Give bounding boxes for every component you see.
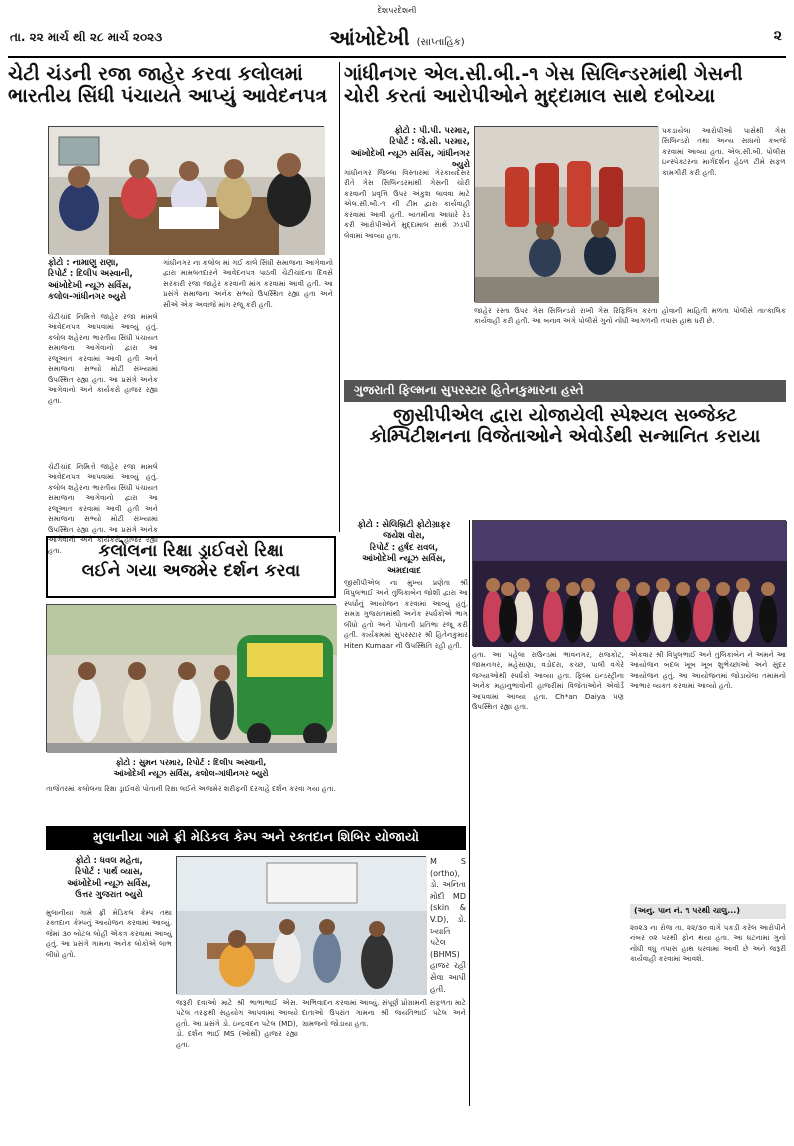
story3-body-col2: હતા. આ પહેલા રાઉન્ડમાં ભાવનગર, રાજકોટ, જામનગર, મહેસાણા, વડોદરા, કચ્છ, પાલી વગેરે જગ્યાઓથી સ્પર્ધકો આવ્યા હતા. ફિલ્મ ઇન્ડસ્ટ્રીના અનેક મહાનુભાવોની હાજરીમાં વિજેતાઓને એવોર્ડ આપવામાં આવ્યા હતા. Ch*an Daiya પણ ઉપસ્થિત રહ્યા હતા. [472, 650, 624, 712]
newspaper-title [8, 26, 786, 50]
story3-bureau: આંખોદેખી ન્યૂઝ સર્વિસ, અમદાવાદ [362, 554, 446, 576]
story5-body-col3: અભિવાદન કરવામાં આવ્યું. સંપૂર્ણ પ્રોગ્રામની સફળતા માટે દાતાઓ ઉપરાંત ગામના શ્રી જયંતિભાઈ પટેલ અને ગ્રામજનો જોડાયા હતા. [302, 998, 466, 1028]
story1-headline-line2: ભારતીય સિંધી પંચાયતે આપ્યું આવેદનપત્ર [8, 84, 328, 107]
story4-photo-credit-text: ફોટો : સુમન પરમાર, [115, 758, 184, 767]
story3-headline [344, 406, 786, 464]
story3-headline-line2: કોમ્પિટીશનના વિજેતાઓને એવોર્ડથી સન્માનિત કરાયા [369, 425, 761, 447]
story1-body-col1b: ચેટીચાંદ નિમિત્તે જાહેર રજા મામલે આવેદનપત્ર આપવામાં આવ્યું હતું. કલોલ શહેરના ભારતીય સિંધી પંચાયત સમાજના આગેવાનો દ્વારા આ રજૂઆત કરવામાં આવી હતી અને સમાજના સભ્યો મોટી સંખ્યામાં ઉપસ્થિત રહ્યા હતા. આ પ્રસંગે અનેક આગેવાનો અને કાર્યકરો હાજર રહ્યા હતા. [48, 462, 158, 555]
story4-credits [46, 758, 336, 780]
story2-body-col2: જાહેર રસ્તા ઉપર ગેસ સિલિન્ડરો રાખી ગેસ રિફિલિંગ કરતા હોવાની માહિતી મળતા પોલીસે તાત્કાલિક કાર્યવાહી કરી હતી. આ બનાવ અંગે પોલીસે ગુનો નોંધી આગળની તપાસ હાથ ધરી છે. [474, 306, 786, 326]
story5-agency: આંખોદેખી ન્યૂઝ સર્વિસ, [67, 878, 151, 889]
story3-photographer: જયેશ વોરા, [383, 531, 425, 542]
story5-credits [46, 856, 172, 902]
story2-credits [344, 126, 470, 172]
story1-bureau: કલોલ-ગાંધીનગર બ્યુરો [48, 292, 127, 303]
story5-photo-credit: ફોટો : ધવલ મહેતા, [75, 856, 143, 866]
story1-reporter: રિપોર્ટ : દિલીપ અસ્વાની, [48, 269, 133, 280]
masthead-subtitle: દેશપરદેશની [377, 6, 417, 15]
story1-agency: આંખોદેખી ન્યૂઝ સર્વિસ, [48, 280, 132, 291]
masthead [8, 4, 786, 58]
continuation-body: ૨૦૨૩ ના રોજ તા. ૨૨/૩૦ વાગે પકડી કરેલ આરોપીને નંબર ૦૨ પરથી ફોન થયા હતા. આ ઘટનામાં ગુનો નોંધી વધુ તપાસ હાથ ધરવામાં આવી છે અને જરૂરી કાર્યવાહી કરવામાં આવશે. [630, 922, 786, 964]
story3-photo-credit: ફોટો : સેલિબ્રિટી ફોટોગ્રાફર [357, 520, 451, 530]
column-rule-lower [469, 520, 470, 1106]
issue-date: તા. ૨૨ માર્ચ થી ૨૮ માર્ચ ૨૦૨૩ [10, 30, 163, 44]
story3-reporter: રિપોર્ટ : હર્ષદ રાવલ, [369, 542, 439, 553]
story5-body-col2-side: M S (ortho), ડો. અનિતા મોદી MD (skin & V.D), ડો. ખ્યાતિ પટેલ (BHMS) હાજર રહી સેવા આપી હતી. [430, 857, 466, 994]
story3-kicker-bar [344, 380, 786, 402]
story4-headline-box [46, 536, 336, 598]
story5-bureau: ઉત્તર ગુજરાત બ્યુરો [75, 890, 143, 901]
story4-reporter: રિપોર્ટ : દિલીપ અસ્વાની, [186, 758, 267, 767]
story4-headline [52, 542, 330, 581]
story2-bureau: આંખોદેખી ન્યૂઝ સર્વિસ, ગાંધીનગર બ્યુરો [350, 148, 470, 171]
story2-headline-line2: ચોરી કરતાં આરોપીઓને મુદ્દામાલ સાથે દબોચ્યા [344, 84, 715, 107]
story3-credits [344, 520, 464, 577]
column-rule [339, 62, 340, 532]
story5-reporter: રિપોર્ટ : પાર્થ વ્યાસ, [75, 867, 143, 878]
story2-headline-line1: ગાંધીનગર એલ.સી.બી.-૧ ગેસ સિલિન્ડરમાંથી ગેસની [344, 63, 743, 85]
story1-credits [48, 258, 158, 304]
page-number: ૨ [773, 28, 782, 44]
story1-headline-line1: ચેટી ચંડની રજા જાહેર કરવા કલોલમાં [8, 63, 303, 85]
story2-body-col3: પકડાયેલા આરોપીઓ પાસેથી ગેસ સિલિન્ડરો તથા અન્ય સાધનો કબજે કરવામાં આવ્યા હતા. એલ.સી.બી. પોલીસ ઇન્સ્પેક્ટરના માર્ગદર્શન હેઠળ ટીમે સફળ કામગીરી કરી હતી. [662, 126, 786, 177]
story3-photo [472, 520, 786, 646]
story1-headline [8, 64, 336, 120]
story4-body: તાજેતરમાં કલોલના રિક્ષા ડ્રાઈવરો પોતાની રિક્ષા લઈને અજમેર શરીફની દરગાહે દર્શન કરવા ગયા હતા. [46, 784, 336, 793]
continuation-header: (અનુ. પાન નં. ૧ પરથી ચાલુ...) [630, 904, 786, 919]
story1-photo [48, 126, 324, 254]
story1-body-col1: ચેટીચાંદ નિમિત્તે જાહેર રજા મામલે આવેદનપત્ર આપવામાં આવ્યું હતું. કલોલ શહેરના ભારતીય સિંધી પંચાયત સમાજના આગેવાનો દ્વારા આ રજૂઆત કરવામાં આવી હતી અને સમાજના સભ્યો મોટી સંખ્યામાં ઉપસ્થિત રહ્યા હતા. આ પ્રસંગે અનેક આગેવાનો અને કાર્યકરો હાજર રહ્યા હતા. [48, 312, 158, 405]
story4-bureau: આંખોદેખી ન્યૂઝ સર્વિસ, કલોલ-ગાંધીનગર બ્યુરો [113, 768, 269, 778]
story4-photo-credit [46, 758, 336, 769]
story5-headline-banner [46, 826, 466, 850]
story2-headline [344, 64, 786, 122]
story5-photo [176, 856, 426, 994]
story3-body-col3: એકવાર શ્રી વિપુલભાઈ અને તુલિકાબેન ને અમને આ આયોજન બદલ ખૂબ ખૂબ શુભેચ્છાઓ અને સુંદર આયોજન હતું. આ આયોજનમાં જોડાયેલા તમામનો આભાર વ્યક્ત કરવામાં આવ્યો હતો. [630, 650, 786, 691]
story1-photo-credit: ફોટો : નામાણુ રાણા, [48, 258, 119, 268]
story5-body-col1: મુલાનીયા ગામે ફ્રી મેડિકલ કેમ્પ તથા રક્તદાન કેમ્પનું આયોજન કરવામાં આવ્યું. જેમાં ૩૦ બોટલ લોહી એકત્ર કરવામાં આવ્યું હતું. આ પ્રસંગે ગામના અનેક લોકોએ લાભ લીધો હતો. [46, 908, 172, 959]
story2-body-col1: ગાંધીનગર જિલ્લા વિસ્તારમાં ગેરકાયદેસર રીતે ગેસ સિલિન્ડરમાંથી ગેસની ચોરી કરવાની પ્રવૃત્તિ ઉપર અંકુશ લાવવા માટે એલ.સી.બી.-૧ ની ટીમ દ્વારા કાર્યવાહી કરવામાં આવી હતી. બાતમીના આધારે રેડ કરી આરોપીઓને મુદ્દામાલ સાથે ઝડપી લેવામાં આવ્યા હતા. [344, 168, 470, 240]
story1-body-col2: ગાંધીનગર ના કલોલ માં ગઈ કાલે સિંધી સમાજના આગેવાનો દ્વારા મામલતદારને આવેદનપત્ર પાઠવી ચેટીચાંદના દિવસે સરકારી રજા જાહેર કરવાની માંગ કરવામાં આવી હતી. આ પ્રસંગે સમાજના અનેક સભ્યો ઉપસ્થિત રહ્યા હતા અને સૌએ એક અવાજે માંગ રજૂ કરી હતી. [163, 258, 333, 309]
story4-photo [46, 604, 336, 752]
story3-notice [630, 904, 786, 1104]
story4-headline-line2: લઈને ગયા અજમેર દર્શન કરવા [81, 560, 301, 581]
story4-headline-line1: કલોલના રિક્ષા ડ્રાઈવરો રિક્ષા [98, 541, 284, 561]
title-text: આંખોદેખી [329, 26, 410, 50]
story3-headline-line1: જીસીપીએલ દ્વારા યોજાયેલી સ્પેશ્યલ સબ્જેક્ટ [393, 405, 737, 426]
story3-kicker: ગુજરાતી ફિલ્મના સુપરસ્ટાર હિતેનકુમારના હસ્તે [354, 383, 584, 397]
story5-headline: મુલાનીયા ગામે ફ્રી મેડિકલ કેમ્પ અને રક્તદાન શિબિર યોજાયો [93, 830, 419, 845]
story2-photo [474, 126, 658, 302]
story5-body-col2: જરૂરી દવાઓ માટે શ્રી ભાભાભાઈ એસ. પટેલ તરફથી સહયોગ આપવામાં આવ્યો હતો. આ પ્રસંગે ડો. ઇન્દ્રવદન પટેલ (MD), ડો. દર્શન ભાઈ MS (ઓર્થો) હાજર રહ્યા હતા. [176, 998, 298, 1049]
story2-photo-credit: ફોટો : પી.પી. પરમાર, [394, 126, 470, 136]
title-suffix: (સાપ્તાહિક) [416, 37, 465, 48]
story2-reporter: રિપોર્ટ : જે.સી. પરમાર, [389, 137, 470, 148]
story3-body-col1: જીસીપીએલ ના મુખ્ય પ્રણેતા શ્રી વિપુલભાઈ અને તુલિકાબેન જોશી દ્વારા આ સ્પર્ધાનું આયોજન કરવામાં આવ્યું હતું. સમગ્ર ગુજરાતમાંથી અનેક સ્પર્ધકોએ ભાગ લીધો હતો અને પોતાની પ્રતિભા રજૂ કરી હતી. કાર્યક્રમમાં સુપરસ્ટાર શ્રી હિતેનકુમાર Hiten Kumaar ની ઉપસ્થિતિ રહી હતી. [344, 578, 468, 650]
